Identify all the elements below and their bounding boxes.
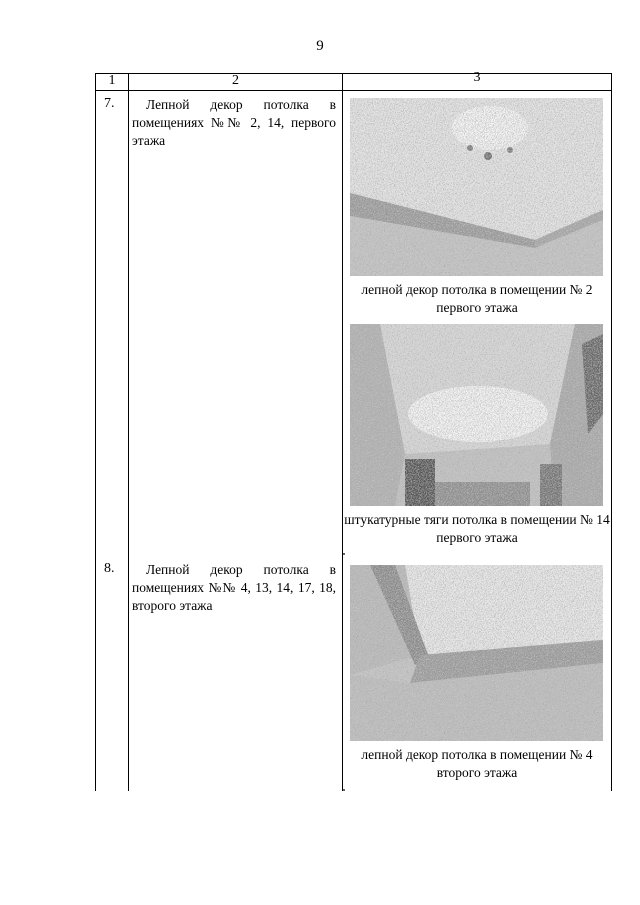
table-header-bottom-border	[95, 90, 612, 91]
row-number: 8.	[104, 561, 115, 576]
photo-caption: лепной декор потолка в помещении № 4 второго этажа	[361, 747, 593, 780]
row-description: Лепной декор потолка в помещениях №№ 4, 13, 14, 17, 18, второго этажа	[132, 562, 336, 613]
scan-artifact	[343, 789, 345, 791]
table-col-divider-1	[128, 73, 129, 791]
photo-ceiling-room-14	[350, 324, 603, 506]
row-description: Лепной декор потолка в помещениях №№ 2, 14, первого этажа	[132, 97, 336, 148]
scan-artifact	[343, 553, 345, 555]
page-number: 9	[316, 38, 324, 54]
header-col-1: 1	[108, 73, 116, 88]
photo-ceiling-room-2	[350, 98, 603, 276]
table-right-border	[611, 73, 612, 791]
photo-caption: штукатурные тяги потолка в помещении № 14 первого этажа	[344, 512, 610, 545]
table-left-border	[95, 73, 96, 791]
photo-ceiling-room-4	[350, 565, 603, 741]
header-col-3: 3	[473, 70, 481, 85]
header-col-2: 2	[232, 73, 239, 88]
row-number: 7.	[104, 96, 115, 111]
table-col-divider-2	[342, 73, 343, 791]
photo-caption: лепной декор потолка в помещении № 2 первого этажа	[361, 282, 593, 315]
